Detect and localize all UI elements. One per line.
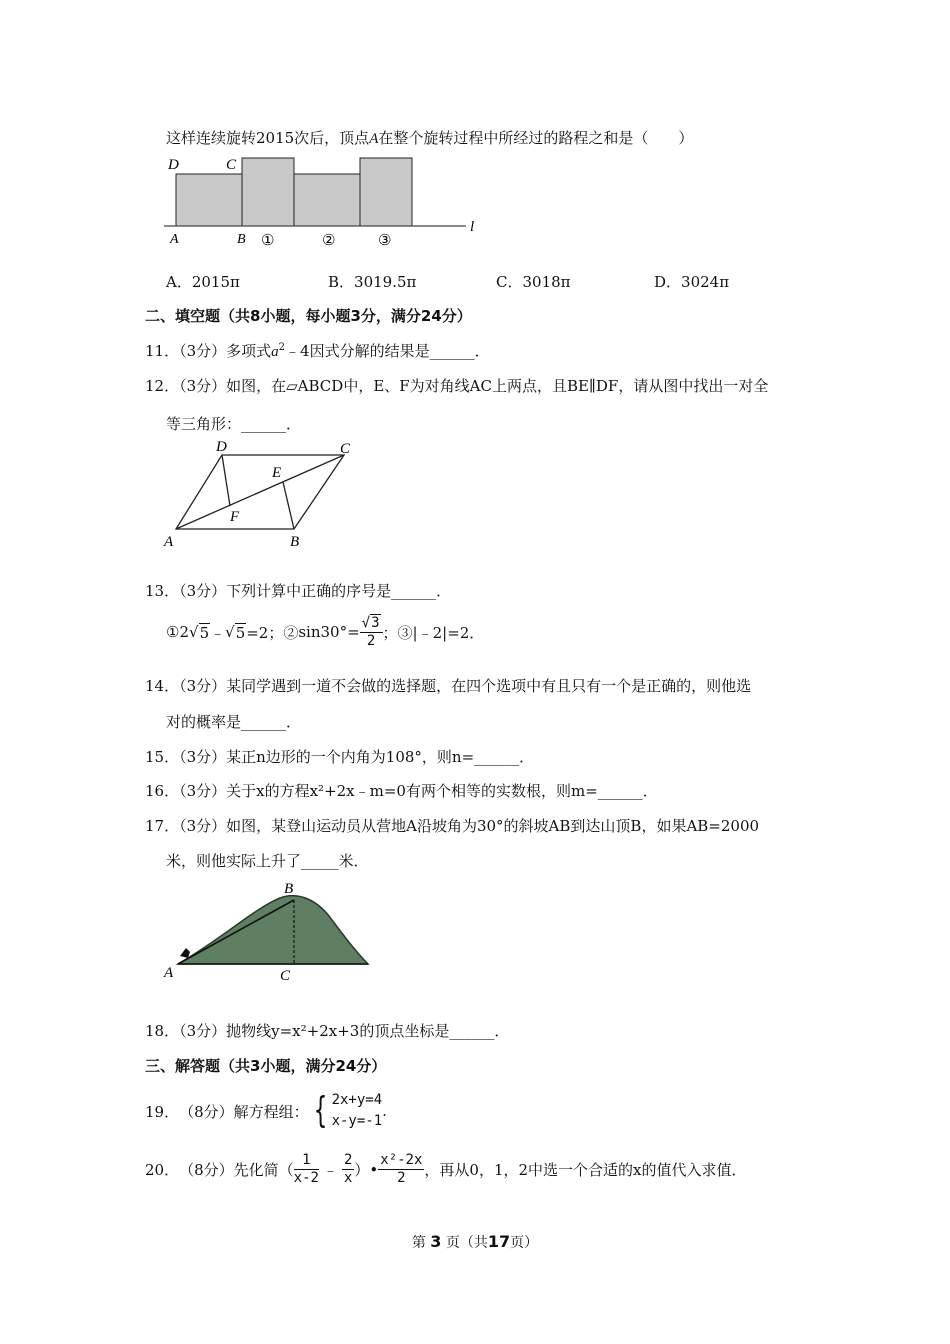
label-E: E <box>272 465 282 481</box>
label-B: B <box>290 534 300 550</box>
label-circle-1: ① <box>261 231 275 249</box>
q18: 18．（3分）抛物线y=x²+2x+3的顶点坐标是______． <box>145 1022 510 1040</box>
page-footer: 第 3 页（共17页） <box>411 1232 539 1251</box>
q19-system: 2x+y=4 x-y=-1 <box>331 1092 383 1129</box>
section-3-title: 三、解答题（共3小题，满分24分） <box>145 1057 387 1075</box>
q10-rectangles-figure <box>160 150 490 250</box>
q12-parallelogram-figure <box>160 435 360 550</box>
label-A: A <box>170 232 179 247</box>
q13-items: ①2 √ 5 ﹣ √ 5 =2；② sin30°= $\frac{√3}{2}$ ；③|﹣2|=2． <box>166 614 485 649</box>
brace-icon: { <box>313 1090 327 1131</box>
q13-fraction: $\frac{√3}{2}$ <box>360 615 383 650</box>
q10-option-d: D．3024π <box>654 273 730 291</box>
rect-3 <box>360 158 412 226</box>
label-C: C <box>280 968 291 984</box>
label-D: D <box>168 157 179 173</box>
label-F: F <box>230 509 240 525</box>
label-A: A <box>164 965 174 981</box>
q10-option-a: A．2015π <box>166 273 240 291</box>
label-B: B <box>237 232 246 247</box>
q11: 11．（3分）多项式$a^2﹣4$因式分解的结果是______． <box>145 342 490 360</box>
q10-option-c: C．3018π <box>496 273 571 291</box>
q17-mountain-figure <box>160 878 375 986</box>
label-B: B <box>284 881 294 897</box>
q20-fraction-3: $\frac{\text{x²-2x}}{2}$ <box>380 1151 423 1186</box>
label-C: C <box>340 441 351 457</box>
q14-line1: 14．（3分）某同学遇到一道不会做的选择题，在四个选项中有且只有一个是正确的，则他选 <box>145 677 752 695</box>
q17-line1: 17．（3分）如图，某登山运动员从营地A沿坡角为30°的斜坡AB到达山顶B，如果AB=2000 <box>145 817 760 835</box>
label-l: l <box>470 219 475 235</box>
rect-start <box>176 174 242 226</box>
q19: 19． （8分） 解方程组： { 2x+y=4 x-y=-1 . <box>145 1090 387 1131</box>
rect-1 <box>242 158 294 226</box>
label-D: D <box>216 439 227 455</box>
q17-line2: 米，则他实际上升了_____米． <box>166 852 369 870</box>
label-circle-3: ③ <box>378 231 392 249</box>
q10-text: 这样连续旋转2015次后，顶点A在整个旋转过程中所经过的路程之和是（ ） <box>166 129 694 147</box>
q15: 15．（3分）某正n边形的一个内角为108°，则n=______． <box>145 748 535 766</box>
q20: 20． （8分） 先化简（ $\frac{1}{x-2}$ ﹣ $\frac{2}{x}$ ）• $\frac{\text{x²-2x}}{2}$ ，再从0，1，2中选一个合适的x的值代入求值． <box>145 1151 747 1186</box>
q12-line1: 12．（3分）如图，在▱ABCD中，E、F为对角线AC上两点，且BE∥DF，请从图中找出一对全 <box>145 377 769 395</box>
q12-line2: 等三角形：______． <box>166 415 302 433</box>
label-C: C <box>226 157 237 173</box>
label-A: A <box>164 534 174 550</box>
q16: 16．（3分）关于x的方程x²+2x﹣m=0有两个相等的实数根，则m=______． <box>145 782 658 800</box>
label-circle-2: ② <box>322 231 336 249</box>
q14-line2: 对的概率是______． <box>166 713 302 731</box>
q13: 13．（3分）下列计算中正确的序号是______． <box>145 582 452 600</box>
rect-2 <box>294 174 360 226</box>
q20-fraction-2: $\frac{2}{x}$ <box>343 1151 353 1186</box>
q20-fraction-1: $\frac{1}{x-2}$ <box>293 1151 319 1186</box>
section-2-title: 二、填空题（共8小题，每小题3分，满分24分） <box>145 307 472 325</box>
q10-option-b: B．3019.5π <box>328 273 417 291</box>
